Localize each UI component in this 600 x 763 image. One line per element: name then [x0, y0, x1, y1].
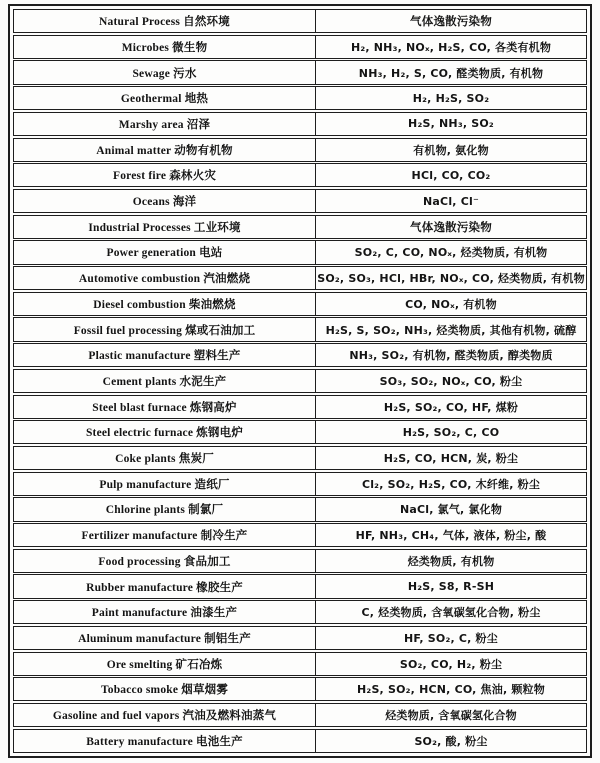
table-row [13, 703, 587, 727]
source-cell: Geothermal 地热 [14, 87, 316, 109]
source-cell: Marshy area 沼泽 [14, 113, 316, 135]
source-cell: Cement plants 水泥生产 [14, 370, 316, 392]
table-row [13, 420, 587, 444]
source-cell: Food processing 食品加工 [14, 550, 316, 572]
table-row [13, 652, 587, 676]
table-row [13, 523, 587, 547]
source-cell: Paint manufacture 油漆生产 [14, 601, 316, 623]
pollutants-cell: H₂S, CO, HCN, 炭, 粉尘 [383, 452, 519, 466]
pollutants-cell: H₂S, SO₂, CO, HF, 煤粉 [383, 400, 519, 414]
pollutants-cell: H₂S, S, SO₂, NH₃, 烃类物质, 其他有机物, 硫醇 [325, 323, 577, 337]
source-cell: Aluminum manufacture 制铝生产 [14, 627, 316, 649]
table-row [13, 446, 587, 470]
source-cell: Steel electric furnace 炼钢电炉 [14, 421, 316, 443]
pollutants-cell: 烃类物质, 含氧碳氢化合物 [385, 709, 517, 723]
pollutants-cell: SO₂, SO₃, HCl, HBr, NOₓ, CO, 烃类物质, 有机物 [317, 272, 585, 286]
source-cell: Sewage 污水 [14, 61, 316, 83]
table-row [13, 497, 587, 521]
pollutants-cell: H₂, H₂S, SO₂ [412, 91, 490, 105]
pollutants-cell: 气体逸散污染物 [410, 219, 492, 234]
source-cell: Chlorine plants 制氯厂 [14, 498, 316, 520]
pollutants-cell: 烃类物质, 有机物 [407, 554, 495, 568]
pollutants-cell: CO, NOₓ, 有机物 [405, 297, 497, 311]
source-cell: Oceans 海洋 [14, 190, 316, 212]
table-row [13, 35, 587, 59]
table-row [13, 163, 587, 187]
source-cell: Steel blast furnace 炼钢高炉 [14, 396, 316, 418]
table-row [13, 677, 587, 701]
table-row [13, 60, 587, 84]
table-row [13, 343, 587, 367]
source-cell: Ore smelting 矿石冶炼 [14, 653, 316, 675]
pollutants-cell: HF, SO₂, C, 粉尘 [404, 631, 498, 645]
pollutants-cell: HF, NH₃, CH₄, 气体, 液体, 粉尘, 酸 [355, 529, 547, 543]
source-cell: Fertilizer manufacture 制冷生产 [14, 524, 316, 546]
pollutants-cell: NaCl, 氯气, 氯化物 [399, 503, 503, 517]
table-body [13, 9, 587, 753]
pollutants-cell: 有机物, 氨化物 [413, 143, 489, 157]
table-row [13, 240, 587, 264]
pollutants-cell: SO₂, 酸, 粉尘 [414, 734, 488, 748]
table-row [13, 369, 587, 393]
table-section-header-row [13, 215, 587, 239]
source-cell: Tobacco smoke 烟草烟雾 [14, 678, 316, 700]
pollutants-cell: H₂, NH₃, NOₓ, H₂S, CO, 各类有机物 [350, 40, 552, 54]
pollutants-cell: H₂S, NH₃, SO₂ [408, 117, 494, 131]
pollutants-cell: H₂S, SO₂, C, CO [402, 425, 500, 439]
pollutants-cell: SO₂, C, CO, NOₓ, 烃类物质, 有机物 [354, 246, 548, 260]
table-row [13, 395, 587, 419]
source-cell: Microbes 微生物 [14, 36, 316, 58]
pollution-sources-table [8, 4, 592, 758]
table-row [13, 574, 587, 598]
pollutants-cell: 气体逸散污染物 [410, 14, 492, 29]
source-cell: Plastic manufacture 塑料生产 [14, 344, 316, 366]
pollutants-cell: H₂S, SO₂, HCN, CO, 焦油, 颗粒物 [357, 683, 545, 697]
table-row [13, 138, 587, 162]
pollutants-cell: SO₃, SO₂, NOₓ, CO, 粉尘 [379, 374, 523, 388]
table-row [13, 86, 587, 110]
source-cell: Pulp manufacture 造纸厂 [14, 473, 316, 495]
table-row [13, 112, 587, 136]
pollutants-cell: C, 烃类物质, 含氧碳氢化合物, 粉尘 [361, 606, 541, 620]
table-row [13, 317, 587, 341]
table-row [13, 472, 587, 496]
source-cell: Power generation 电站 [14, 241, 316, 263]
table-row [13, 189, 587, 213]
pollutants-cell: NaCl, Cl⁻ [423, 194, 479, 208]
source-cell: Coke plants 焦炭厂 [14, 447, 316, 469]
table-row [13, 626, 587, 650]
pollutants-cell: SO₂, CO, H₂, 粉尘 [399, 657, 503, 671]
source-cell: Battery manufacture 电池生产 [14, 730, 316, 752]
table-row [13, 292, 587, 316]
source-cell: Fossil fuel processing 煤或石油加工 [14, 318, 316, 340]
table-row [13, 729, 587, 753]
source-cell: Animal matter 动物有机物 [14, 139, 316, 161]
source-cell: Rubber manufacture 橡胶生产 [14, 575, 316, 597]
source-cell: Industrial Processes 工业环境 [14, 216, 316, 238]
pollutants-cell: NH₃, H₂, S, CO, 醛类物质, 有机物 [358, 66, 544, 80]
source-cell: Natural Process 自然环境 [14, 10, 316, 32]
source-cell: Automotive combustion 汽油燃烧 [14, 267, 316, 289]
source-cell: Forest fire 森林火灾 [14, 164, 316, 186]
pollutants-cell: NH₃, SO₂, 有机物, 醛类物质, 醇类物质 [349, 349, 553, 363]
pollutants-cell: Cl₂, SO₂, H₂S, CO, 木纤维, 粉尘 [361, 477, 541, 491]
table-row [13, 266, 587, 290]
table-row [13, 549, 587, 573]
pollutants-cell: HCl, CO, CO₂ [411, 168, 491, 182]
source-cell: Diesel combustion 柴油燃烧 [14, 293, 316, 315]
source-cell: Gasoline and fuel vapors 汽油及燃料油蒸气 [14, 704, 316, 726]
pollutants-cell: H₂S, S8, R-SH [407, 580, 495, 594]
table-row [13, 600, 587, 624]
table-section-header-row [13, 9, 587, 33]
